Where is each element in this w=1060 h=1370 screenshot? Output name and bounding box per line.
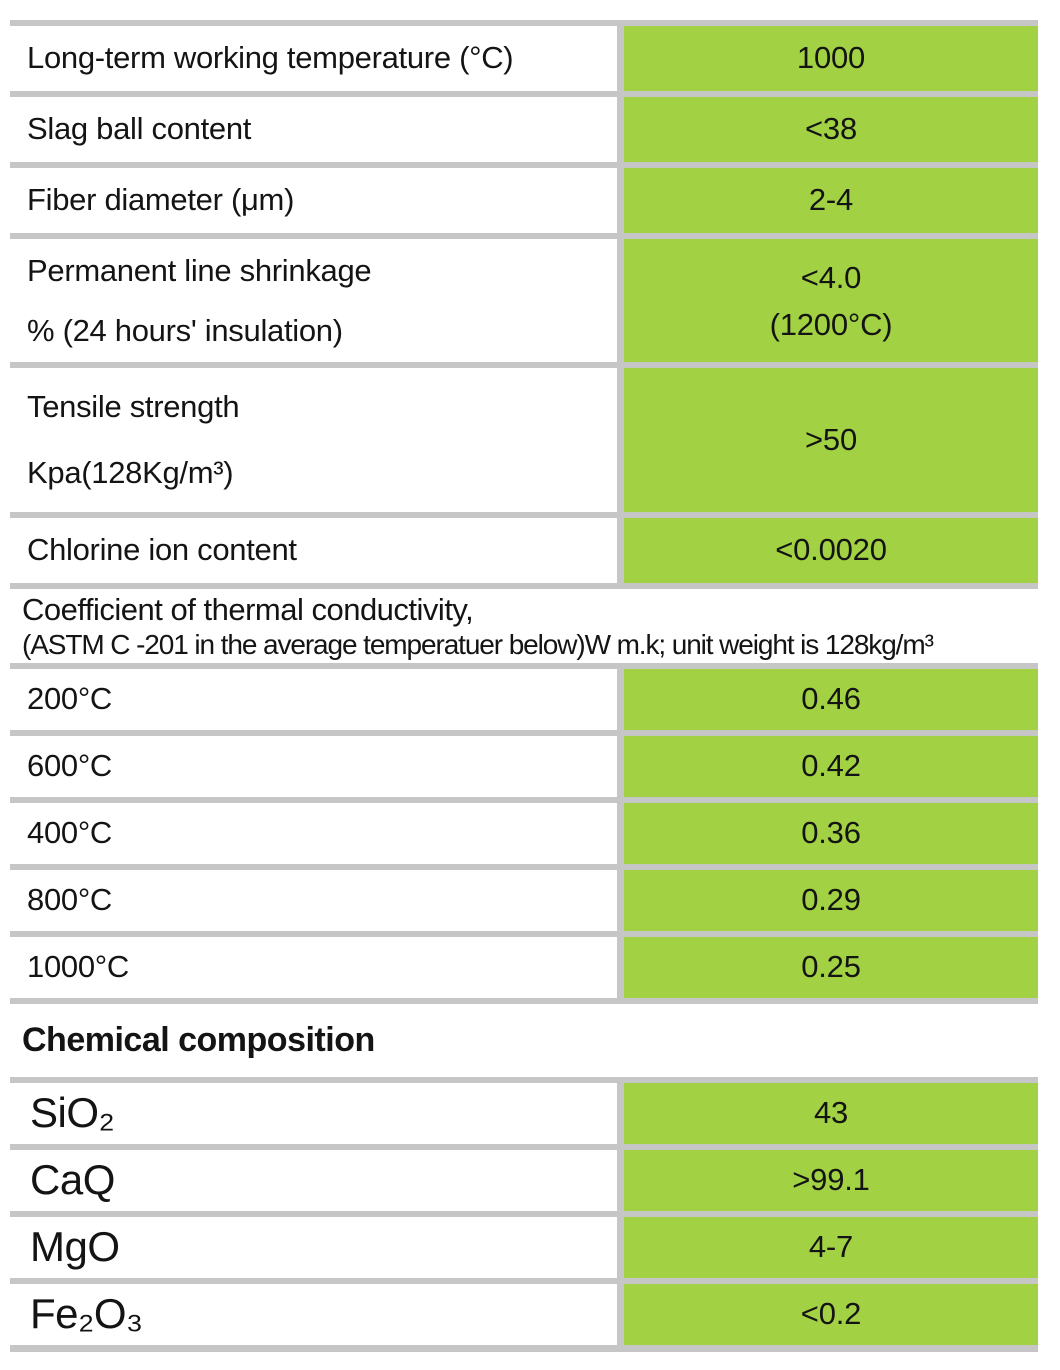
spec-value-cell [624,97,1038,162]
chemical-formula-text: Fe₂O₃ [30,1290,143,1338]
chemical-value-text: 4-7 [808,1229,854,1265]
spec-label [10,97,617,162]
column-divider [617,803,624,864]
chemical-value-text: 43 [813,1095,849,1131]
temperature-label [10,736,617,797]
column-divider [617,1217,624,1278]
chemical-value-cell [624,1217,1038,1278]
spec-value-text: >50 [805,421,857,457]
spec-value-text-line2: (1200°C) [769,306,893,342]
spec-value-text: <38 [805,111,857,147]
spec-label-text-line2: % (24 hours' insulation) [27,312,343,348]
chemical-value-text: <0.2 [800,1296,862,1332]
spec-row-working-temperature [10,26,1038,91]
conductivity-subtitle: (ASTM C -201 in the average temperatuer below)W m.k; unit weight is 128kg/m³ [22,629,933,660]
spec-label-text: Fiber diameter (μm) [27,182,295,218]
spec-row-tensile-strength [10,368,1038,512]
spec-value-cell [624,368,1038,512]
column-divider [617,518,624,583]
chemical-section-header [10,1004,1038,1077]
row-divider [10,1345,1038,1352]
spec-value-text: <0.0020 [775,532,887,568]
spec-label [10,368,617,512]
spec-label [10,518,617,583]
spec-value-text: 2-4 [808,182,854,218]
chemical-value-cell [624,1150,1038,1211]
spec-row-chlorine-ion-content [10,518,1038,583]
temperature-label [10,669,617,730]
spec-value-text: 1000 [796,40,866,76]
temperature-label [10,937,617,998]
conductivity-value-text: 0.29 [801,882,861,918]
conductivity-value-cell [624,870,1038,931]
spec-label-text: Tensile strength [27,389,240,424]
conductivity-value-cell [624,937,1038,998]
spec-value-cell [624,239,1038,362]
conductivity-value-text: 0.25 [801,949,861,985]
temperature-label-text: 600°C [27,748,113,784]
conductivity-value-text: 0.42 [801,748,861,784]
column-divider [617,1284,624,1345]
spec-label [10,168,617,233]
spec-value-text: <4.0 [800,259,862,295]
chemical-row-fe2o3 [10,1284,1038,1345]
spec-label-text: Long-term working temperature (°C) [27,40,514,76]
spec-value-cell [624,168,1038,233]
temperature-label-text: 1000°C [27,949,129,985]
spec-value-cell [624,518,1038,583]
column-divider [617,368,624,512]
spec-row-slag-ball-content [10,97,1038,162]
conductivity-title: Coefficient of thermal conductivity, [22,592,474,627]
chemical-formula-label [10,1284,617,1345]
temperature-label-text: 200°C [27,681,113,717]
spec-label-text: Chlorine ion content [27,532,297,568]
temperature-label-text: 800°C [27,882,113,918]
spec-row-fiber-diameter [10,168,1038,233]
conductivity-row-800c [10,870,1038,931]
chemical-formula-text: SiO₂ [30,1089,115,1137]
spec-label-text: Slag ball content [27,111,252,147]
conductivity-value-cell [624,803,1038,864]
chemical-formula-text: CaQ [30,1156,115,1204]
conductivity-row-400c [10,803,1038,864]
product-spec-table [10,20,1038,1352]
spec-label-text: Permanent line shrinkage [27,252,372,288]
conductivity-row-600c [10,736,1038,797]
conductivity-row-200c [10,669,1038,730]
conductivity-value-cell [624,669,1038,730]
chemical-formula-label [10,1217,617,1278]
chemical-row-caq [10,1150,1038,1211]
conductivity-value-text: 0.46 [801,681,861,717]
chemical-formula-label [10,1150,617,1211]
spec-value-cell [624,26,1038,91]
chemical-formula-label [10,1083,617,1144]
chemical-row-mgo [10,1217,1038,1278]
column-divider [617,1150,624,1211]
column-divider [617,26,624,91]
conductivity-value-text: 0.36 [801,815,861,851]
spec-label [10,239,617,362]
chemical-section-title: Chemical composition [22,1021,375,1059]
temperature-label-text: 400°C [27,815,113,851]
column-divider [617,1083,624,1144]
column-divider [617,937,624,998]
temperature-label [10,870,617,931]
conductivity-value-cell [624,736,1038,797]
chemical-formula-text: MgO [30,1223,120,1271]
column-divider [617,239,624,362]
spec-row-permanent-line-shrinkage [10,239,1038,362]
spec-label-text-line2: Kpa(128Kg/m³) [27,455,234,490]
chemical-value-cell [624,1284,1038,1345]
temperature-label [10,803,617,864]
chemical-row-sio2 [10,1083,1038,1144]
column-divider [617,97,624,162]
conductivity-row-1000c [10,937,1038,998]
column-divider [617,736,624,797]
spec-label [10,26,617,91]
column-divider [617,168,624,233]
chemical-value-cell [624,1083,1038,1144]
column-divider [617,870,624,931]
conductivity-section-header [10,589,1038,663]
chemical-value-text: >99.1 [792,1162,870,1198]
column-divider [617,669,624,730]
